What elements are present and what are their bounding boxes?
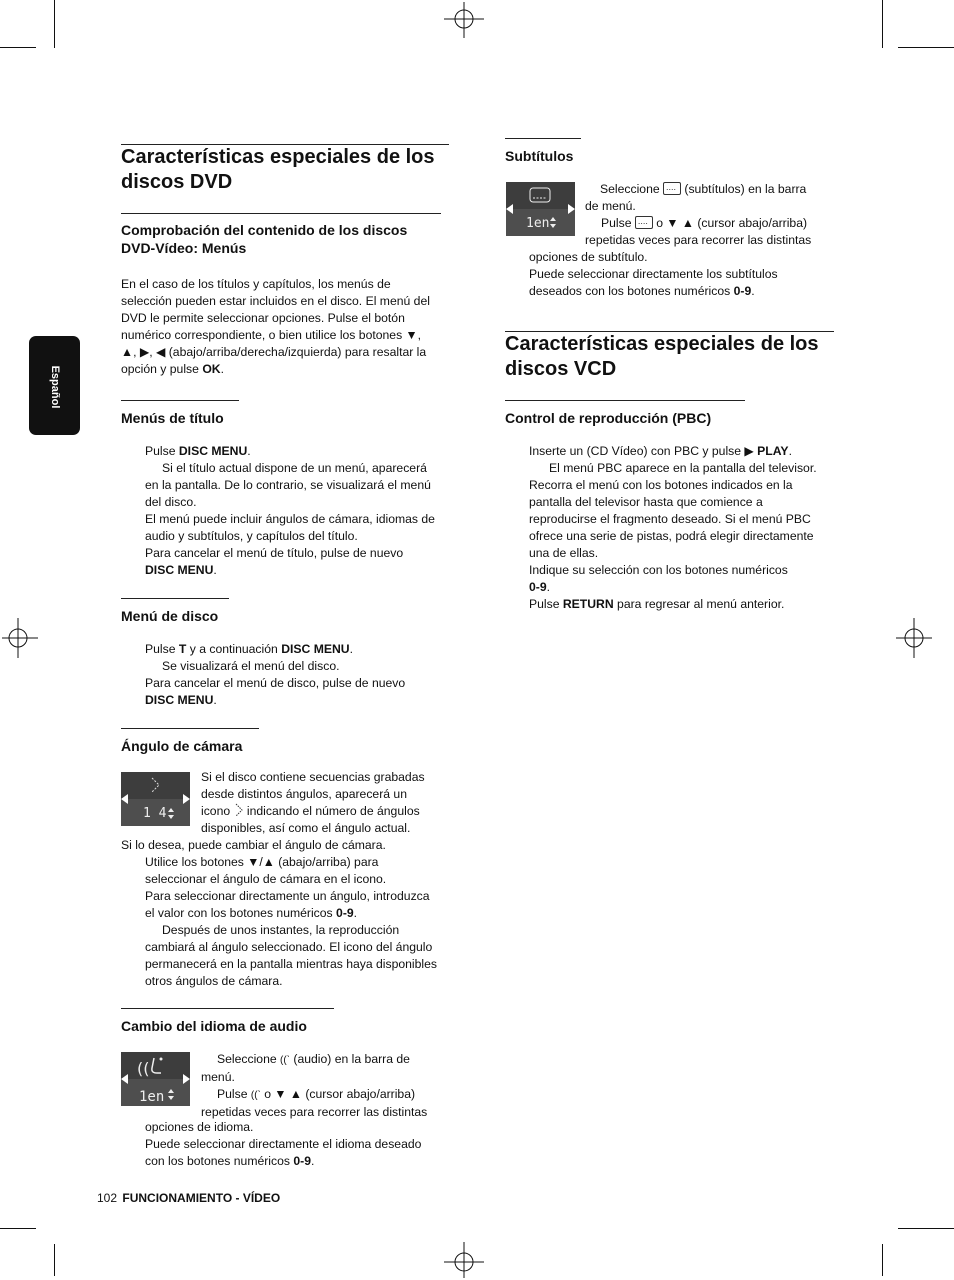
heading-rule: [121, 598, 229, 599]
crop-mark: [882, 0, 883, 48]
text-line: de menú.: [585, 199, 636, 213]
text-line: permanecerá en la pantalla mientras haya disponibles: [145, 957, 438, 971]
camera-angle-label: 1 4: [143, 806, 167, 821]
heading-text: Menú de disco: [121, 608, 219, 624]
text-span: Pulse: [529, 597, 563, 611]
text-line: el valor con los botones numéricos 0-9.: [145, 906, 358, 920]
pbc-body: [529, 443, 817, 613]
registration-mark-icon: [0, 618, 40, 658]
text-line: repetidas veces para recorrer las distintas: [201, 1105, 428, 1119]
audio-icon: ((ˋ: [250, 1090, 261, 1101]
subtitle-icon: [635, 216, 653, 229]
crop-mark: [54, 1244, 55, 1276]
audio-icon: ((ˋ: [280, 1055, 291, 1066]
heading-text: Ángulo de cámara: [121, 738, 243, 754]
crop-mark: [898, 1228, 954, 1229]
language-tab: [29, 336, 80, 435]
text-line: DISC MENU.: [145, 693, 217, 707]
text-line: Para seleccionar directamente un ángulo, introduzca: [145, 889, 430, 903]
section-title-vcd: [505, 331, 834, 382]
text-span: y a continuación: [186, 642, 282, 656]
text-line: Si lo desea, puede cambiar el ángulo de cámara.: [121, 838, 386, 852]
audio-heading: [121, 1017, 307, 1035]
crop-mark: [54, 0, 55, 48]
text-span: (subtítulos) en la barra: [681, 182, 807, 196]
text-line: Si el disco contiene secuencias grabadas: [201, 770, 425, 784]
text-span: Seleccione: [600, 182, 664, 196]
text-line: DISC MENU.: [145, 563, 217, 577]
text-line: Para cancelar el menú de disco, pulse de nuevo: [145, 676, 406, 690]
crop-mark: [0, 47, 36, 48]
text-line: cambiará al ángulo seleccionado. El icono del ángulo: [145, 940, 433, 954]
text-span: o ▼ ▲ (cursor abajo/arriba): [652, 216, 808, 230]
registration-mark-icon: [894, 618, 934, 658]
text-line: Puede seleccionar directamente los subtítulos: [529, 267, 778, 281]
subtitle-language-label: 1en: [526, 216, 550, 231]
heading-rule: [121, 728, 259, 729]
text-line: ▲, ▶, ◀ (abajo/arriba/derecha/izquierda) para resaltar la: [121, 345, 427, 359]
text-span: .: [220, 362, 224, 376]
ok-key: OK: [202, 362, 221, 376]
title-line: discos VCD: [505, 358, 617, 380]
number-keys: 0-9: [529, 580, 547, 594]
text-line: [585, 181, 811, 198]
disc-menu-key: DISC MENU: [145, 563, 214, 577]
heading-line: Comprobación del contenido de los discos: [121, 222, 408, 238]
subtitle-icon: [663, 182, 681, 195]
text-line: en la pantalla. De lo contrario, se visualizará el menú: [145, 478, 431, 492]
title-line: discos DVD: [121, 171, 233, 193]
text-line: reproducirse el fragmento deseado. Si el menú PBC: [529, 512, 811, 526]
text-line: [585, 215, 811, 232]
text-line: Recorra el menú con los botones indicados en la: [529, 478, 793, 492]
text-line: opciones de idioma.: [145, 1120, 254, 1134]
text-line: numérico correspondiente, o bien utilice los botones ▼,: [121, 328, 421, 342]
text-line: Inserte un (CD Vídeo) con PBC y pulse ▶ PLAY.: [529, 444, 792, 458]
return-key: RETURN: [562, 597, 614, 611]
text-line: disponibles, así como el ángulo actual.: [201, 821, 411, 835]
text-line: seleccionar el ángulo de cámara en el icono.: [145, 872, 387, 886]
text-span: opción y pulse: [121, 362, 203, 376]
audio-intro: [201, 1051, 427, 1121]
disc-menu-body: [121, 641, 405, 709]
text-line: [201, 1051, 427, 1069]
text-line: opciones de subtítulo.: [529, 250, 648, 264]
language-label: Español: [49, 365, 61, 409]
text-line: otros ángulos de cámara.: [145, 974, 283, 988]
text-line: El menú PBC aparece en la pantalla del televisor.: [549, 461, 817, 475]
text-line: ofrece una serie de pistas, podrá elegir directamente: [529, 529, 814, 543]
text-line: menú.: [201, 1070, 235, 1084]
text-line: selección pueden estar incluidos en el disco. El menú del: [121, 294, 430, 308]
camera-intro: [201, 769, 425, 837]
text-span: Pulse: [145, 642, 179, 656]
registration-mark-icon: [444, 1240, 484, 1280]
check-heading: [121, 213, 441, 257]
text-line: 0-9.: [529, 580, 551, 594]
heading-line: DVD-Vídeo: Menús: [121, 240, 247, 256]
text-line: DVD le permite seleccionar opciones. Pulse el botón: [121, 311, 405, 325]
text-span: con los botones numéricos: [145, 1154, 294, 1168]
heading-text: Control de reproducción (PBC): [505, 410, 712, 426]
text-span: deseados con los botones numéricos: [529, 284, 734, 298]
subtitles-body: [529, 249, 778, 300]
title-menu-body: [121, 443, 435, 579]
camera-angle-osd-icon: [121, 772, 190, 826]
section-title-dvd: [121, 144, 449, 195]
text-line: [201, 803, 425, 820]
text-span: Pulse: [217, 1087, 251, 1101]
text-line: desde distintos ángulos, aparecerá un: [201, 787, 407, 801]
camera-body: [121, 837, 437, 990]
disc-menu-key: DISC MENU: [178, 444, 248, 458]
heading-rule: [505, 138, 581, 139]
text-line: El menú puede incluir ángulos de cámara, idiomas de: [145, 512, 435, 526]
check-body: [121, 276, 430, 378]
text-span: Pulse: [145, 444, 179, 458]
text-line: [121, 443, 435, 460]
text-span: .: [247, 444, 251, 458]
text-span: (audio) en la barra de: [290, 1052, 410, 1066]
t-key: T: [178, 642, 187, 656]
text-line: Se visualizará el menú del disco.: [162, 659, 340, 673]
number-keys: 0-9: [293, 1154, 311, 1168]
text-line: Después de unos instantes, la reproducción: [162, 923, 400, 937]
title-line: Características especiales de los: [121, 146, 435, 168]
camera-angle-icon: [234, 803, 244, 817]
text-line: [201, 1086, 427, 1104]
text-line: con los botones numéricos 0-9.: [145, 1154, 315, 1168]
disc-menu-key: DISC MENU: [281, 642, 350, 656]
page-footer: [97, 1190, 280, 1206]
crop-mark: [882, 1244, 883, 1276]
text-line: Puede seleccionar directamente el idioma deseado: [145, 1137, 422, 1151]
section-name: FUNCIONAMIENTO - VÍDEO: [122, 1191, 281, 1205]
audio-osd-icon: [121, 1052, 190, 1106]
text-span: Seleccione: [217, 1052, 281, 1066]
svg-text:((: ((: [137, 1059, 150, 1078]
registration-mark-icon: [444, 0, 484, 40]
text-span: .: [349, 642, 353, 656]
text-line: Indique su selección con los botones numéricos: [529, 563, 788, 577]
text-line: Si el título actual dispone de un menú, aparecerá: [162, 461, 427, 475]
heading-text: Cambio del idioma de audio: [121, 1018, 307, 1034]
text-span: o ▼ ▲ (cursor abajo/arriba): [260, 1087, 416, 1101]
title-line: Características especiales de los: [505, 333, 819, 355]
pbc-heading: [505, 409, 711, 427]
number-keys: 0-9: [733, 284, 752, 298]
camera-heading: [121, 737, 242, 755]
disc-menu-heading: [121, 607, 218, 625]
text-line: del disco.: [145, 495, 197, 509]
title-menu-heading: [121, 409, 224, 427]
subtitle-osd-icon: [506, 182, 575, 236]
heading-text: Menús de título: [121, 410, 224, 426]
text-span: para regresar al menú anterior.: [613, 597, 785, 611]
number-keys: 0-9: [336, 906, 354, 920]
heading-rule: [121, 400, 239, 401]
disc-menu-key: DISC MENU: [145, 693, 214, 707]
text-line: pantalla del televisor hasta que comience a: [529, 495, 763, 509]
text-line: [121, 361, 430, 378]
crop-mark: [898, 47, 954, 48]
text-line: [121, 641, 405, 658]
text-line: repetidas veces para recorrer las distintas: [585, 233, 812, 247]
text-line: En el caso de los títulos y capítulos, los menús de: [121, 277, 391, 291]
text-line: una de ellas.: [529, 546, 599, 560]
heading-text: Subtítulos: [505, 148, 574, 164]
text-line: deseados con los botones numéricos 0-9.: [529, 284, 755, 298]
text-span: icono: [201, 804, 234, 818]
play-key: ▶ PLAY: [744, 444, 789, 458]
subtitles-intro: [585, 181, 811, 249]
text-line: Para cancelar el menú de título, pulse de nuevo: [145, 546, 404, 560]
text-line: audio y subtítulos, y capítulos del título.: [145, 529, 358, 543]
text-line: Utilice los botones ▼/▲ (abajo/arriba) para: [145, 855, 379, 869]
text-span: el valor con los botones numéricos: [145, 906, 337, 920]
audio-language-label: 1en: [139, 1089, 165, 1105]
subtitles-heading: [505, 147, 573, 165]
audio-body: [145, 1119, 421, 1170]
heading-rule: [505, 400, 745, 401]
crop-mark: [0, 1228, 36, 1229]
text-span: indicando el número de ángulos: [243, 804, 420, 818]
heading-rule: [121, 1008, 334, 1009]
page-number: 102: [97, 1191, 118, 1205]
text-span: Inserte un (CD Vídeo) con PBC y pulse: [529, 444, 745, 458]
text-span: Pulse: [601, 216, 635, 230]
text-line: [529, 596, 817, 613]
